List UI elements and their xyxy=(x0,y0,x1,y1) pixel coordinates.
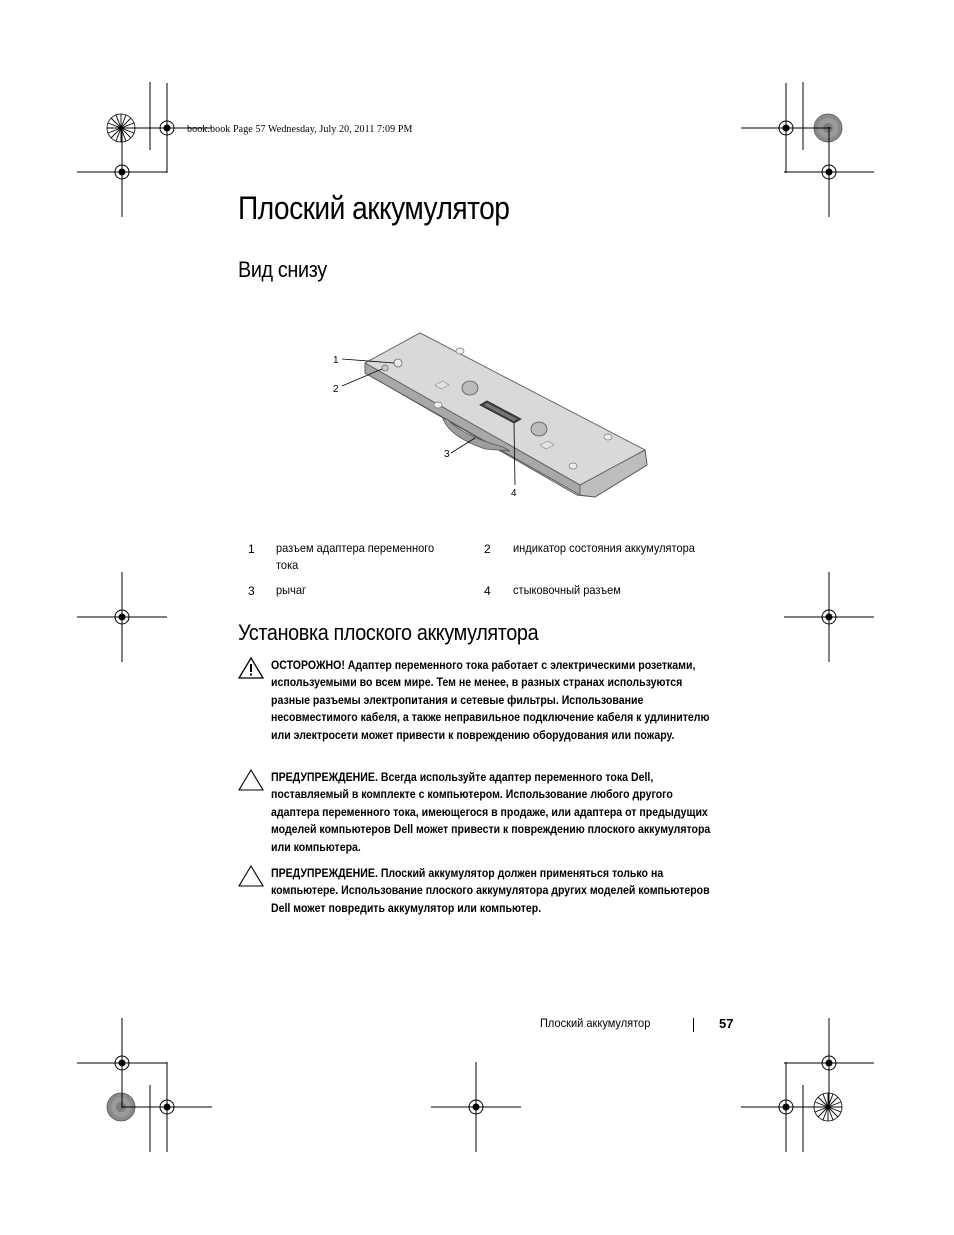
footer-separator xyxy=(693,1018,694,1032)
caution-label: ОСТОРОЖНО! xyxy=(271,658,345,672)
section-heading-install: Установка плоского аккумулятора xyxy=(238,620,539,645)
callout-4: 4 xyxy=(511,488,517,499)
callout-1: 1 xyxy=(333,355,339,366)
caution-triangle-icon xyxy=(238,769,264,791)
footer-title: Плоский аккумулятор xyxy=(540,1016,651,1030)
caution-text: Адаптер переменного тока работает с электрическими розетками, используемыми во всем мире. Тем не менее, в разных странах используются разные разъемы электропитания и сетевые фильтры. Использование несовместимого кабеля, а также неправильное подключение кабеля к удлинителю или электросети может привести к повреждению оборудования или пожару. xyxy=(271,658,710,742)
section-heading-bottom-view: Вид снизу xyxy=(238,257,327,282)
warning-2-text: Плоский аккумулятор должен применяться только на компьютере. Использование плоского аккумулятора других моделей компьютеров Dell может повредить аккумулятор или компьютер. xyxy=(271,866,710,915)
caution-triangle-icon xyxy=(238,865,264,887)
print-slug: book.book Page 57 Wednesday, July 20, 2011 7:09 PM xyxy=(187,124,413,135)
callout-2: 2 xyxy=(333,384,339,395)
callout-3: 3 xyxy=(444,449,450,460)
warning-2-body xyxy=(271,865,720,917)
warning-1-label: ПРЕДУПРЕЖДЕНИЕ. xyxy=(271,770,378,784)
warning-1-text: Всегда используйте адаптер переменного тока Dell, поставляемый в комплекте с компьютером. Использование любого другого адаптера переменного тока, имеющегося в продаже, или адаптера от предыдущих моделей компьютеров Dell может привести к повреждению плоского аккумулятора или компьютера. xyxy=(271,770,711,854)
battery-illustration xyxy=(325,325,655,505)
legend-text: стыковочный разъем xyxy=(513,583,621,597)
legend-number: 3 xyxy=(248,584,255,598)
legend-text: рычаг xyxy=(276,583,307,597)
legend-text: индикатор состояния аккумулятора xyxy=(513,541,695,555)
legend-text: разъем адаптера переменного тока xyxy=(276,541,435,572)
legend-number: 4 xyxy=(484,584,491,598)
legend-number: 2 xyxy=(484,542,491,556)
caution-body xyxy=(271,657,720,744)
warning-triangle-icon xyxy=(238,657,264,679)
warning-2-label: ПРЕДУПРЕЖДЕНИЕ. xyxy=(271,866,378,880)
warning-1-body xyxy=(271,769,720,856)
page-title: Плоский аккумулятор xyxy=(238,190,510,226)
page-number: 57 xyxy=(719,1016,734,1031)
legend-number: 1 xyxy=(248,542,255,556)
